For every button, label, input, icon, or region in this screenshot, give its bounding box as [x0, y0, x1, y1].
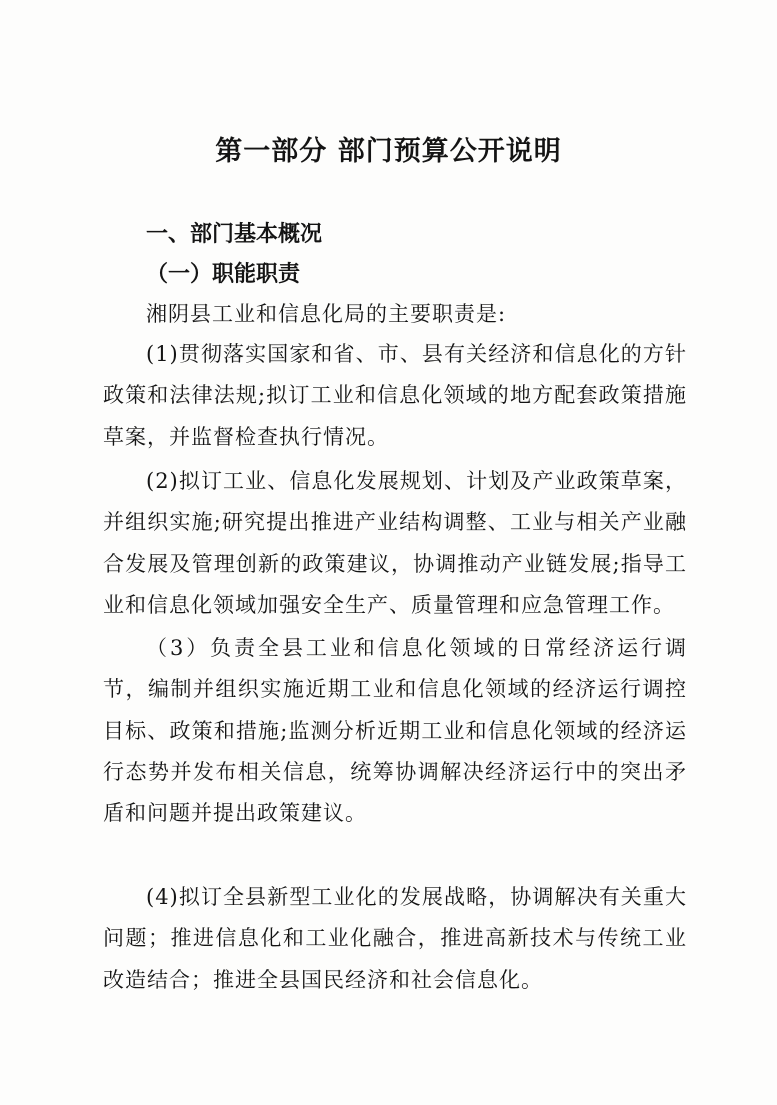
duty-paragraph-4: (4)拟订全县新型工业化的发展战略，协调解决有关重大问题；推进信息化和工业化融合，推进高新技术与传统工业改造结合；推进全县国民经济和社会信息化。 [103, 885, 687, 992]
duty-paragraph-2: (2)拟订工业、信息化发展规划、计划及产业政策草案，并组织实施;研究提出推进产业结构调整、工业与相关产业融合发展及管理创新的政策建议，协调推动产业链发展;指导工业和信息化领域加强安全生产、质量管理和应急管理工作。 [103, 469, 687, 617]
duty-paragraph-3: （3）负责全县工业和信息化领域的日常经济运行调节，编制并组织实施近期工业和信息化领域的经济运行调控目标、政策和措施;监测分析近期工业和信息化领域的经济运行态势并发布相关信息，统筹协调解决经济运行中的突出矛盾和问题并提出政策建议。 [103, 636, 687, 826]
section-heading: 一、部门基本概况 [146, 222, 323, 247]
subsection-heading: （一）职能职责 [146, 262, 301, 287]
duty-paragraph-1: (1)贯彻落实国家和省、市、县有关经济和信息化的方针政策和法律法规;拟订工业和信息化领域的地方配套政策措施草案，并监督检查执行情况。 [103, 342, 687, 449]
document-title: 第一部分 部门预算公开说明 [215, 136, 562, 167]
intro-line: 湘阴县工业和信息化局的主要职责是: [146, 302, 507, 326]
